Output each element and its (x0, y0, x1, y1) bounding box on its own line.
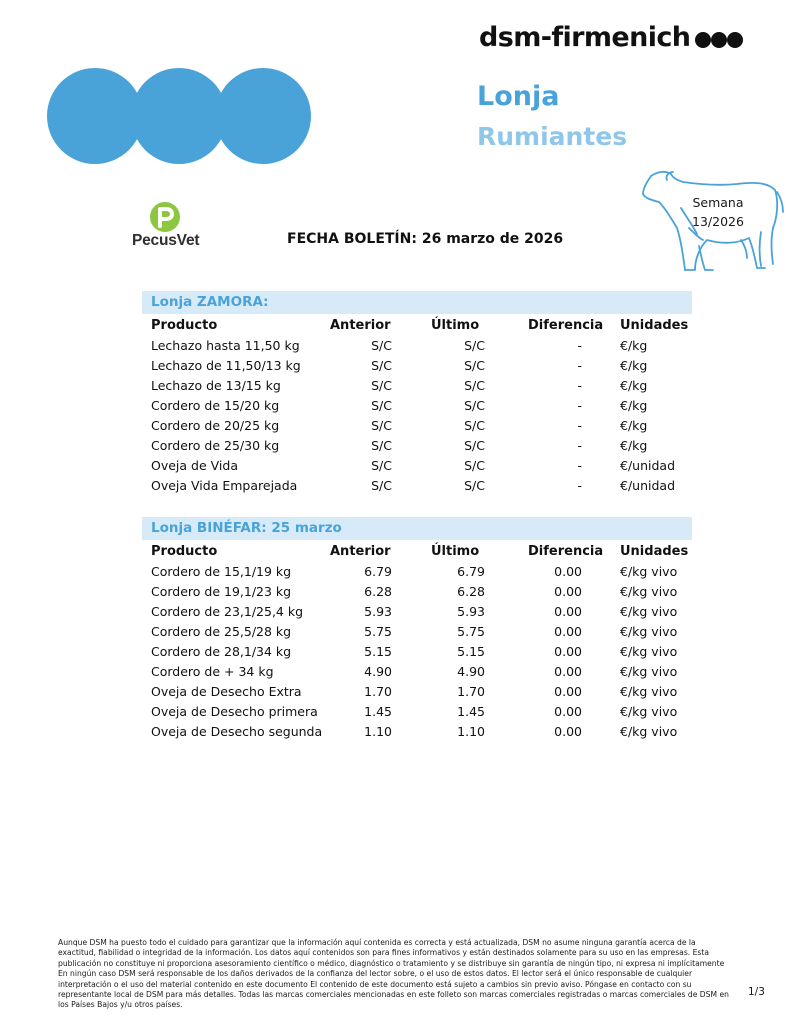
zamora-section-title: Lonja ZAMORA: (151, 294, 269, 310)
cell-producto: Lechazo de 11,50/13 kg (151, 358, 301, 373)
cell-producto: Oveja de Desecho segunda (151, 724, 323, 739)
cell-diferencia: - (577, 438, 582, 453)
cell-unidades: €/kg vivo (620, 704, 678, 719)
cell-unidades: €/kg vivo (620, 724, 678, 739)
cell-producto: Cordero de 20/25 kg (151, 418, 280, 433)
pecusvet-logo-icon (149, 201, 181, 233)
cell-unidades: €/kg (620, 438, 648, 453)
col-unidades: Unidades (620, 318, 689, 333)
cell-unidades: €/kg (620, 378, 648, 393)
col-ultimo: Último (431, 544, 480, 559)
cell-anterior: 5.15 (364, 644, 392, 659)
cell-diferencia: 0.00 (554, 664, 582, 679)
cell-anterior: 6.28 (364, 584, 392, 599)
brand-wordmark: dsm-firmenich (479, 22, 691, 53)
cell-ultimo: S/C (464, 358, 485, 373)
cell-producto: Cordero de 19,1/23 kg (151, 584, 292, 599)
cell-producto: Oveja Vida Emparejada (151, 478, 298, 493)
cell-diferencia: 0.00 (554, 704, 582, 719)
cell-producto: Cordero de 28,1/34 kg (151, 644, 292, 659)
cell-unidades: €/unidad (620, 478, 676, 493)
cell-ultimo: S/C (464, 458, 485, 473)
cell-diferencia: 0.00 (554, 564, 582, 579)
cell-anterior: 1.10 (364, 724, 392, 739)
cell-unidades: €/kg vivo (620, 604, 678, 619)
cell-ultimo: 6.28 (457, 584, 485, 599)
cell-producto: Lechazo hasta 11,50 kg (151, 338, 300, 353)
cell-diferencia: 0.00 (554, 584, 582, 599)
col-anterior: Anterior (330, 544, 391, 559)
cell-diferencia: - (577, 398, 582, 413)
cell-producto: Cordero de + 34 kg (151, 664, 274, 679)
cell-anterior: S/C (371, 378, 392, 393)
cell-ultimo: 5.93 (457, 604, 485, 619)
cell-unidades: €/kg vivo (620, 644, 678, 659)
cell-diferencia: - (577, 478, 582, 493)
col-unidades: Unidades (620, 544, 689, 559)
cell-ultimo: 5.75 (457, 624, 485, 639)
col-ultimo: Último (431, 318, 480, 333)
cell-unidades: €/kg (620, 418, 648, 433)
cell-ultimo: 5.15 (457, 644, 485, 659)
cell-anterior: S/C (371, 438, 392, 453)
cell-anterior: S/C (371, 418, 392, 433)
cell-unidades: €/kg (620, 338, 648, 353)
cell-diferencia: - (577, 338, 582, 353)
cell-ultimo: S/C (464, 438, 485, 453)
week-label: Semana (692, 195, 744, 210)
cell-diferencia: 0.00 (554, 724, 582, 739)
cell-producto: Oveja de Desecho primera (151, 704, 318, 719)
cell-diferencia: - (577, 418, 582, 433)
cell-producto: Cordero de 15/20 kg (151, 398, 280, 413)
pecusvet-name: PecusVet (132, 232, 200, 249)
col-anterior: Anterior (330, 318, 391, 333)
cell-diferencia: - (577, 358, 582, 373)
cell-anterior: S/C (371, 398, 392, 413)
cell-anterior: S/C (371, 358, 392, 373)
cell-ultimo: S/C (464, 398, 485, 413)
cell-ultimo: 4.90 (457, 664, 485, 679)
week-badge (680, 193, 756, 231)
cell-ultimo: 1.10 (457, 724, 485, 739)
col-producto: Producto (151, 544, 218, 559)
cell-diferencia: 0.00 (554, 604, 582, 619)
decorative-circles (47, 67, 312, 165)
legal-disclaimer: Aunque DSM ha puesto todo el cuidado para garantizar que la información aquí contenida es correcta y está actualizada, DSM no asume ninguna garantía acerca de la exactitud, fiabilidad o integridad de la información. Los datos aquí contenidos son para fines informativos y están destinados solamente para su uso en las empresas. Esta publicación no constituye ni proporciona asesoramiento científico o médico, diagnóstico o tratamiento y se distribuye sin garantía de ningún tipo, ni expresa ni implícitamente En ningún caso DSM será responsable de los daños derivados de la confianza del lector sobre, o el uso de estos datos. El lector será el único responsable de cualquier interpretación o el uso del material contenido en este documento El contenido de este documento está sujeto a cambios sin previo aviso. Póngase en contacto con su representante local de DSM para más detalles. Todas las marcas comerciales mencionadas en este folleto son marcas comerciales registradas o marcas comerciales de DSM en los Países Bajos y/u otros países. (58, 938, 729, 1010)
cell-diferencia: - (577, 378, 582, 393)
report-subtitle: Rumiantes (477, 122, 628, 151)
cell-unidades: €/kg (620, 398, 648, 413)
cell-ultimo: S/C (464, 478, 485, 493)
cell-producto: Oveja de Vida (151, 458, 238, 473)
cell-ultimo: S/C (464, 418, 485, 433)
cell-unidades: €/kg vivo (620, 564, 678, 579)
brand-dots-icon (695, 31, 743, 49)
cell-unidades: €/kg vivo (620, 624, 678, 639)
cell-producto: Lechazo de 13/15 kg (151, 378, 281, 393)
col-diferencia: Diferencia (528, 544, 604, 559)
cell-anterior: 6.79 (364, 564, 392, 579)
page-number: 1/3 (748, 986, 765, 998)
cell-ultimo: 1.70 (457, 684, 485, 699)
week-value: 13/2026 (692, 214, 744, 229)
cell-ultimo: 1.45 (457, 704, 485, 719)
cell-unidades: €/unidad (620, 458, 676, 473)
cell-unidades: €/kg vivo (620, 664, 678, 679)
cell-anterior: 5.75 (364, 624, 392, 639)
col-diferencia: Diferencia (528, 318, 604, 333)
cell-producto: Oveja de Desecho Extra (151, 684, 302, 699)
cell-diferencia: 0.00 (554, 684, 582, 699)
cell-anterior: S/C (371, 338, 392, 353)
binefar-section-title: Lonja BINÉFAR: 25 marzo (151, 520, 342, 536)
report-title: Lonja (477, 81, 560, 112)
cell-producto: Cordero de 25/30 kg (151, 438, 280, 453)
cell-ultimo: 6.79 (457, 564, 485, 579)
cell-anterior: 1.45 (364, 704, 392, 719)
cell-unidades: €/kg vivo (620, 584, 678, 599)
cell-producto: Cordero de 23,1/25,4 kg (151, 604, 304, 619)
cell-producto: Cordero de 15,1/19 kg (151, 564, 292, 579)
cell-anterior: 5.93 (364, 604, 392, 619)
cell-anterior: 1.70 (364, 684, 392, 699)
cell-anterior: S/C (371, 458, 392, 473)
cell-anterior: 4.90 (364, 664, 392, 679)
col-producto: Producto (151, 318, 218, 333)
cell-diferencia: - (577, 458, 582, 473)
bulletin-date: FECHA BOLETÍN: 26 marzo de 2026 (287, 231, 564, 247)
cell-ultimo: S/C (464, 338, 485, 353)
cell-producto: Cordero de 25,5/28 kg (151, 624, 292, 639)
cell-unidades: €/kg vivo (620, 684, 678, 699)
cell-diferencia: 0.00 (554, 624, 582, 639)
cell-anterior: S/C (371, 478, 392, 493)
cell-diferencia: 0.00 (554, 644, 582, 659)
cell-unidades: €/kg (620, 358, 648, 373)
cell-ultimo: S/C (464, 378, 485, 393)
